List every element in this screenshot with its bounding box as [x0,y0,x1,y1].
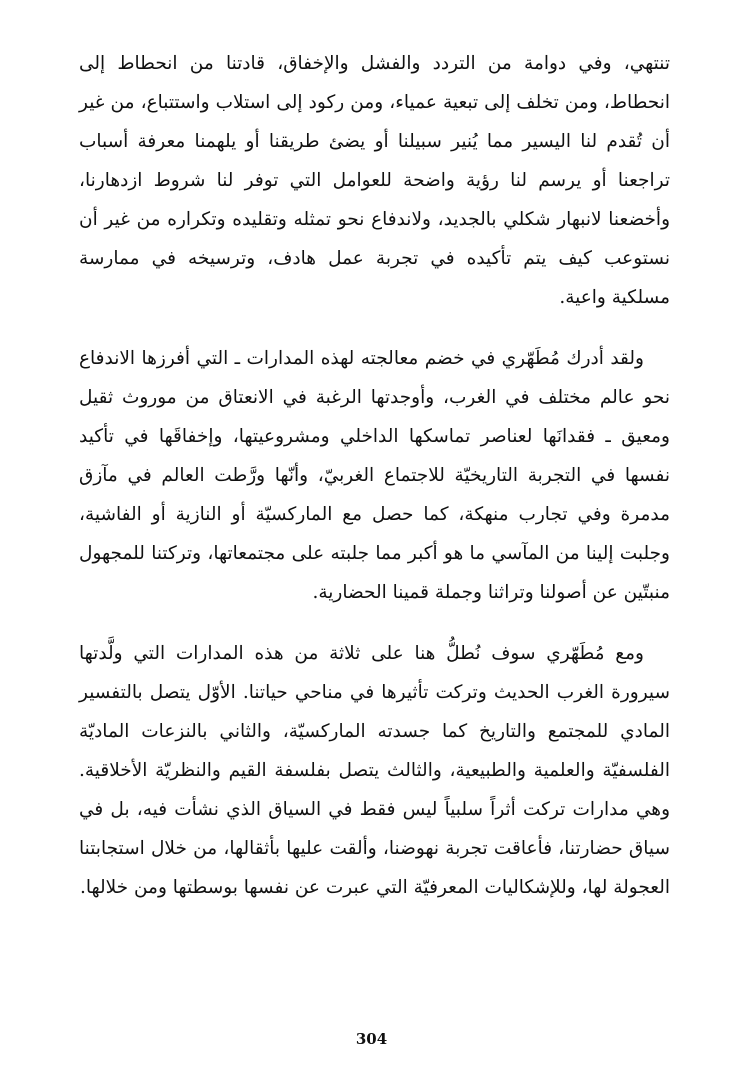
paragraph-2: ولقد أدرك مُطَهّري في خضم معالجته لهذه المدارات ـ التي أفرزها الاندفاع نحو عالم مختلف في الغرب، وأوجدتها الرغبة في الانعتاق من موروث ثقيل ومعيق ـ فقدانَها لعناصر تماسكها الداخلي ومشروعيتها، وإخفاقَها في تأكيد نفسها في التجربة التاريخيّة للاجتماع الغربيّ، وأنّها ورَّطت العالم في مآزق مدمرة وفي تجارب منهكة، كما حصل مع الماركسيّة أو النازية أو الفاشية، وجلبت إلينا من المآسي ما هو أكبر مما جلبته على مجتمعاتها، وتركتنا للمجهول منبتّين عن أصولنا وتراثنا وجملة قمينا الحضارية. [79,348,670,603]
page-body [79,44,670,907]
page-number: 304 [355,1030,388,1048]
paragraph-1: تنتهي، وفي دوامة من التردد والفشل والإخفاق، قادتنا من انحطاط إلى انحطاط، ومن تخلف إلى تبعية عمياء، ومن ركود إلى استلاب واستتباع، من غير أن تُقدم لنا اليسير مما يُنير سبيلنا أو يضئ طريقنا أو يلهمنا معرفة أسباب تراجعنا أو يرسم لنا رؤية واضحة للعوامل التي توفر لنا شروط ازدهارنا، وأخضعنا لانبهار شكلي بالجديد، ولاندفاع نحو تمثله وتقليده وتكراره من غير أن نستوعب كيف يتم تأكيده في تجربة عمل هادف، وترسيخه في ممارسة مسلكية واعية. [79,53,670,308]
paragraph-3: ومع مُطَهّري سوف نُطلُّ هنا على ثلاثة من هذه المدارات التي ولَّدتها سيرورة الغرب الحديث وتركت تأثيرها في مناحي حياتنا. الأوّل يتصل بالتفسير المادي للمجتمع والتاريخ كما جسدته الماركسيّة، والثاني بالنزعات الماديّة الفلسفيّة والعلمية والطبيعية، والثالث يتصل بفلسفة القيم والنظريّة الأخلاقية. وهي مدارات تركت أثراً سلبياً ليس فقط في السياق الذي نشأت فيه، بل في سياق حضارتنا، فأعاقت تجربة نهوضنا، وألقت عليها بأثقالها، من خلال استجابتنا العجولة لها، وللإشكاليات المعرفيّة التي عبرت عن نفسها بوسطتها ومن خلالها. [79,643,670,898]
